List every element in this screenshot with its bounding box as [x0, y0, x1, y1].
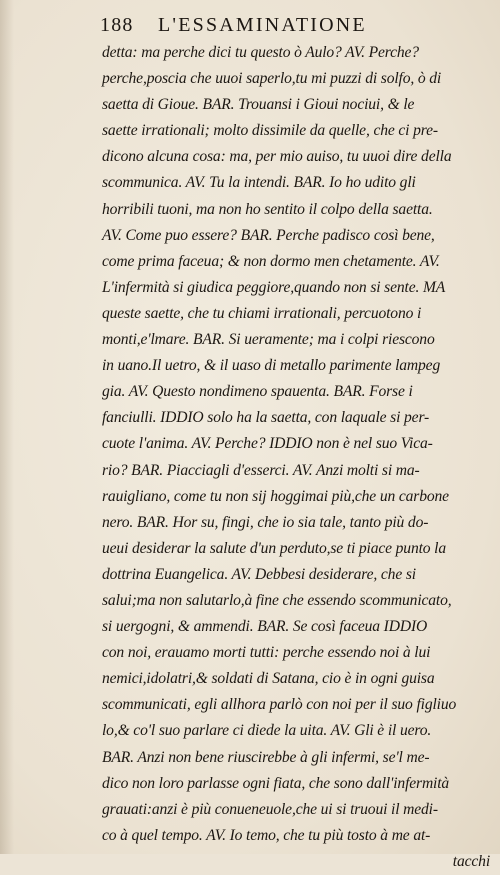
text-line: salui;ma non salutarlo,à fine che essendo scommunicato, [102, 591, 452, 609]
text-line: perche,poscia che uuoi saperlo,tu mi puzzi di solfo, ò di [102, 70, 442, 88]
running-title: L'ESSAMINATIONE [158, 14, 367, 36]
text-line: AV. Come puo essere? BAR. Perche padisco così bene, [102, 226, 435, 244]
text-line: dottrina Euangelica. AV. Debbesi desiderare, che si [102, 565, 416, 583]
text-line: come prima faceua; & non dormo men chetamente. AV. [102, 252, 440, 270]
text-line: scommunicati, egli allhora parlò con noi per il suo figliuo [102, 696, 457, 714]
text-line: cuote l'anima. AV. Perche? IDDIO non è nel suo Vica- [102, 435, 433, 453]
page-number: 188 [100, 14, 134, 36]
gutter-shadow [0, 0, 14, 854]
text-line: monti,e'lmare. BAR. Si ueramente; ma i colpi riescono [102, 331, 435, 349]
text-line: BAR. Anzi non bene riuscirebbe à gli infermi, se'l me- [102, 748, 430, 766]
text-line: horribili tuoni, ma non ho sentito il colpo della saetta. [102, 200, 433, 218]
text-line: scommunica. AV. Tu la intendi. BAR. Io ho udito gli [102, 174, 416, 192]
text-line: rio? BAR. Piacciagli d'esserci. AV. Anzi molti si ma- [102, 461, 420, 479]
text-line: nemici,idolatri,& soldati di Satana, cio è in ogni guisa [102, 670, 435, 688]
body-text [102, 40, 490, 875]
text-line: detta: ma perche dici tu questo ò Aulo? AV. Perche? [102, 44, 419, 61]
page-header [100, 14, 490, 40]
text-line: lo,& co'l suo parlare ci diede la uita. AV. Gli è il uero. [102, 722, 432, 740]
text-line: rauigliano, come tu non sij hoggimai più,che un carbone [102, 487, 449, 505]
text-line: si uergogni, & ammendi. BAR. Se così faceua IDDIO [102, 618, 428, 636]
catchword: tacchi [452, 852, 490, 870]
text-line: grauati:anzi è più conueneuole,che ui si truoui il medi- [102, 800, 438, 818]
text-line: fanciulli. IDDIO solo ha la saetta, con laquale si per- [102, 409, 430, 427]
text-line: dico non loro parlasse ogni fiata, che sono dall'infermità [102, 774, 450, 792]
text-line: in uano.Il uetro, & il uaso di metallo parimente lampeg [102, 357, 441, 375]
text-line: saetta di Gioue. BAR. Trouansi i Gioui nociui, & le [102, 96, 415, 114]
text-line: queste saette, che tu chiami irrationali, percuotono i [102, 304, 422, 322]
text-line: co à quel tempo. AV. Io temo, che tu più tosto à me at- [102, 826, 431, 844]
text-line: ueui desiderar la salute d'un perduto,se ti piace punto la [102, 539, 447, 557]
text-line: gia. AV. Questo nondimeno spauenta. BAR. Forse i [102, 383, 413, 401]
text-line: dicono alcuna cosa: ma, per mio auiso, tu uuoi dire della [102, 148, 452, 166]
text-line: L'infermità si giudica peggiore,quando non si sente. MA [102, 278, 446, 296]
text-line: con noi, erauamo morti tutti: perche essendo noi à lui [102, 644, 431, 662]
text-line: saette irrationali; molto dissimile da quelle, che ci pre- [102, 122, 438, 140]
text-line: nero. BAR. Hor su, fingi, che io sia tale, tanto più do- [102, 513, 429, 531]
